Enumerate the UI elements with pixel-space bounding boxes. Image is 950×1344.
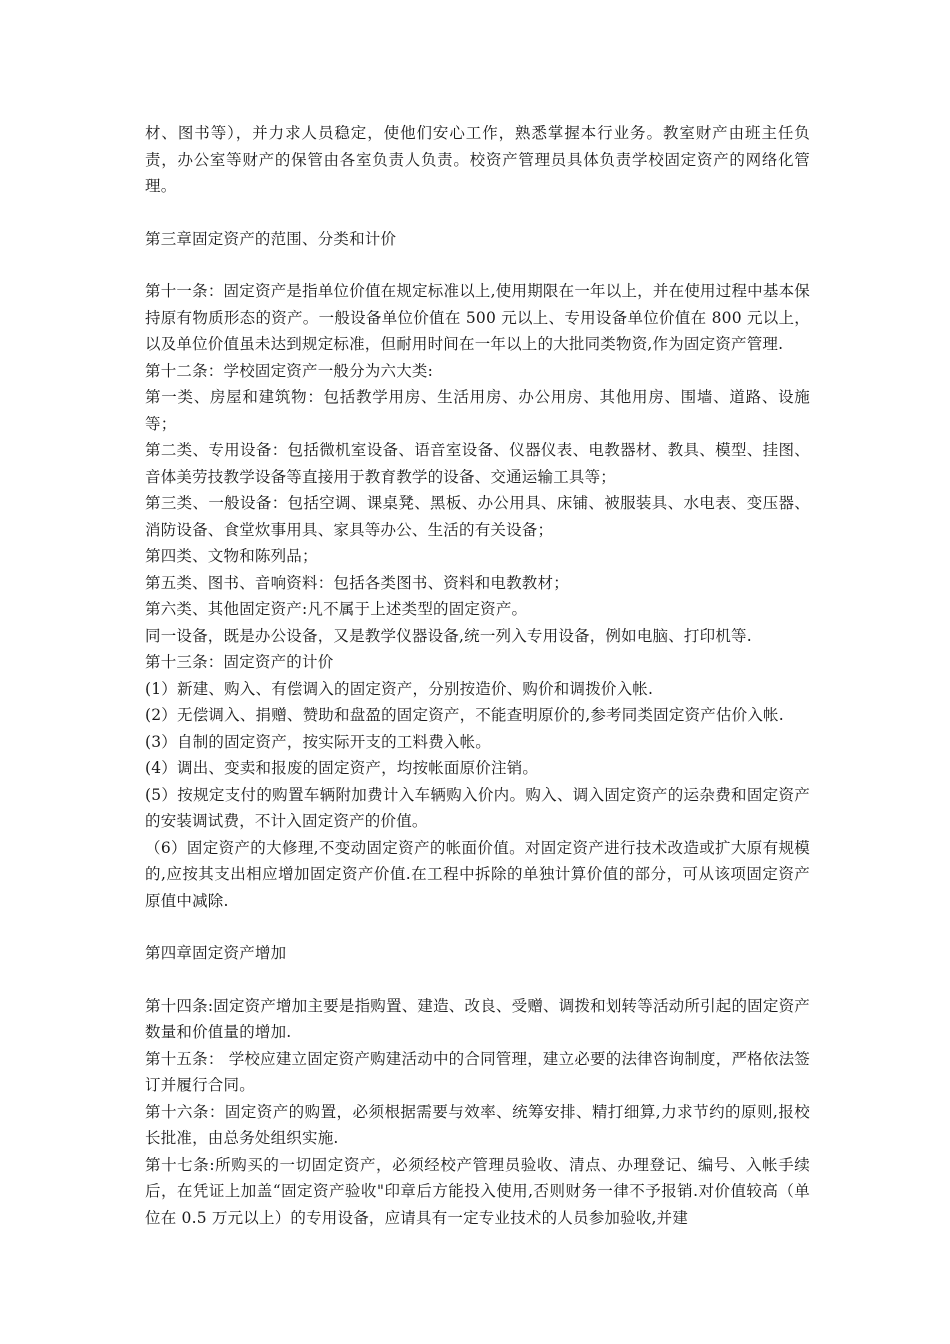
article-12: 第十二条：学校固定资产一般分为六大类: (145, 361, 434, 380)
category-2: 第二类、专用设备：包括微机室设备、语音室设备、仪器仪表、电教器材、教具、模型、挂图、音体美劳技教学设备等直接用于教育教学的设备、交通运输工具等； (145, 441, 810, 486)
valuation-item-4: (4）调出、变卖和报废的固定资产，均按帐面原价注销。 (145, 759, 539, 777)
valuation-item-1: (1）新建、购入、有偿调入的固定资产，分别按造价、购价和调拨价入帐. (145, 679, 654, 698)
category-5: 第五类、图书、音响资料：包括各类图书、资料和电教教材； (145, 573, 569, 592)
category-4: 第四类、文物和陈列品； (145, 547, 318, 565)
article-11: 第十一条：固定资产是指单位价值在规定标准以上,使用期限在一年以上，并在使用过程中基本保持原有物质形态的资产。一般设备单位价值在 500 元以上、专用设备单位价值在 800 元以上，以及单位价值虽未达到规定标准，但耐用时间在一年以上的大批同类物资,作为固定资产管理. (145, 282, 810, 353)
category-1: 第一类、房屋和建筑物：包括教学用房、生活用房、办公用房、其他用房、围墙、道路、设施等； (145, 388, 810, 433)
paragraph-intro: 材、图书等），并力求人员稳定，使他们安心工作，熟悉掌握本行业务。教室财产由班主任负责，办公室等财产的保管由各室负责人负责。校资产管理员具体负责学校固定资产的网络化管理。 (145, 124, 810, 195)
valuation-item-5: (5）按规定支付的购置车辆附加费计入车辆购入价内。购入、调入固定资产的运杂费和固定资产的安装调试费，不计入固定资产的价值。 (145, 785, 810, 830)
article-13: 第十三条：固定资产的计价 (145, 653, 334, 671)
valuation-item-3: (3）自制的固定资产，按实际开支的工料费入帐。 (145, 732, 492, 751)
document-body (145, 120, 810, 1231)
chapter-4-heading: 第四章固定资产增加 (145, 944, 287, 962)
article-15: 第十五条： 学校应建立固定资产购建活动中的合同管理，建立必要的法律咨询制度，严格依法签订并履行合同。 (145, 1049, 810, 1094)
same-equipment-note: 同一设备，既是办公设备，又是教学仪器设备,统一列入专用设备，例如电脑、打印机等. (145, 626, 752, 645)
category-6: 第六类、其他固定资产:凡不属于上述类型的固定资产。 (145, 600, 528, 618)
article-14: 第十四条:固定资产增加主要是指购置、建造、改良、受赠、调拨和划转等活动所引起的固定资产数量和价值量的增加. (145, 996, 810, 1041)
valuation-item-2: (2）无偿调入、捐赠、赞助和盘盈的固定资产，不能查明原价的,参考同类固定资产估价入帐. (145, 706, 784, 724)
category-3: 第三类、一般设备：包括空调、课桌凳、黑板、办公用具、床铺、被服装具、水电表、变压器、消防设备、食堂炊事用具、家具等办公、生活的有关设备； (145, 494, 810, 539)
chapter-3-heading: 第三章固定资产的范围、分类和计价 (145, 229, 397, 248)
article-16: 第十六条：固定资产的购置，必须根据需要与效率、统筹安排、精打细算,力求节约的原则,报校长批准，由总务处组织实施. (145, 1102, 810, 1147)
valuation-item-6: （6）固定资产的大修理,不变动固定资产的帐面价值。对固定资产进行技术改造或扩大原有规模的,应按其支出相应增加固定资产价值.在工程中拆除的单独计算价值的部分，可从该项固定资产原值中减除. (145, 838, 810, 910)
article-17: 第十七条:所购买的一切固定资产，必须经校产管理员验收、清点、办理登记、编号、入帐手续后，在凭证上加盖“固定资产验收"印章后方能投入使用,否则财务一律不予报销.对价值较高（单位在 0.5 万元以上）的专用设备，应请具有一定专业技术的人员参加验收,并建 (145, 1155, 810, 1227)
